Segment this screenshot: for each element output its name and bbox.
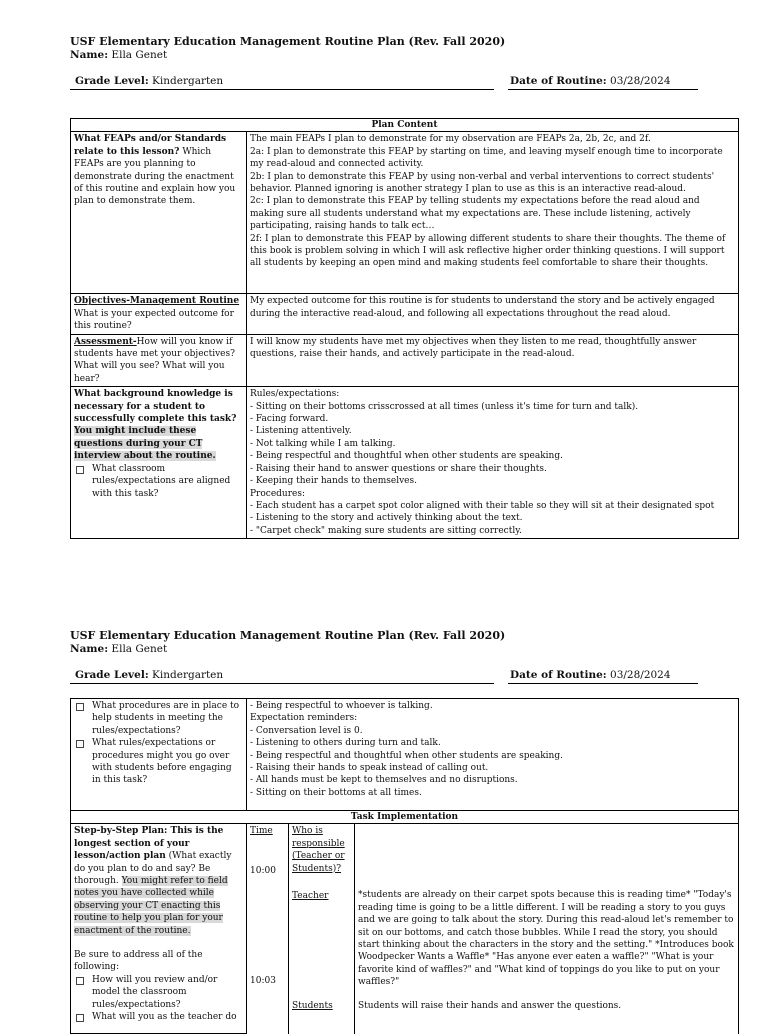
procedures-check-item bbox=[74, 737, 243, 787]
student-name bbox=[70, 643, 167, 655]
background-question-highlight: You might include these questions during your CT interview about the routine. bbox=[74, 426, 216, 462]
rules-line: - Facing forward. bbox=[250, 414, 329, 425]
feaps-answer bbox=[247, 132, 739, 294]
who-column-header: Who is responsible (Teacher or Students)? bbox=[292, 826, 345, 874]
step-plan-text2: Be sure to address all of the following: bbox=[74, 950, 203, 973]
grade-level bbox=[75, 75, 223, 87]
header-rule-left bbox=[70, 89, 494, 90]
rules-line: Rules/expectations: bbox=[250, 389, 340, 400]
date-label: Date of Routine: bbox=[510, 75, 607, 87]
assessment-row bbox=[71, 334, 739, 387]
assessment-heading: Assessment- bbox=[74, 336, 137, 347]
entry-who-text: Students bbox=[292, 1001, 333, 1012]
student-name bbox=[70, 49, 167, 61]
assessment-answer-text: I will know my students have met my objectives when they listen to me read, thoughtfully answer questions, raise their hands, and actively participate in the read-aloud. bbox=[250, 336, 697, 360]
checkbox-icon bbox=[76, 977, 84, 985]
routine-date bbox=[510, 669, 671, 681]
date-label: Date of Routine: bbox=[510, 669, 607, 681]
procedures-line: - Listening to others during turn and talk. bbox=[250, 738, 441, 749]
name-label: Name: bbox=[70, 49, 109, 61]
assessment-question-text: How will you know if students have met your objectives? What will you see? What will you hear? bbox=[74, 336, 235, 384]
who-column bbox=[289, 824, 355, 1034]
plan-content-table bbox=[70, 118, 739, 539]
assessment-question bbox=[71, 334, 247, 387]
rules-line: - Raising their hand to answer questions or share their thoughts. bbox=[250, 463, 547, 474]
header-rule-right bbox=[508, 89, 698, 90]
procedures-row bbox=[71, 699, 739, 811]
entry-who bbox=[292, 1000, 351, 1012]
feaps-answer-line: 2f: I plan to demonstrate this FEAP by allowing different students to share their thoughts. The theme of this book is problem solving in which I will ask reflective higher order thinking questions. I will support all students by keeping an open mind and making students feel comfortable to share their thoughts. bbox=[250, 233, 726, 269]
document-title: USF Elementary Education Management Routine Plan (Rev. Fall 2020) bbox=[70, 629, 506, 642]
background-row bbox=[71, 387, 739, 539]
document-title: USF Elementary Education Management Routine Plan (Rev. Fall 2020) bbox=[70, 35, 506, 48]
name-value: Ella Genet bbox=[111, 643, 168, 655]
objectives-question bbox=[71, 294, 247, 334]
rules-line: Procedures: bbox=[250, 488, 305, 499]
name-value: Ella Genet bbox=[111, 49, 168, 61]
step-plan-highlight: You might refer to field notes you have collected while observing your CT enacting this routine to help you plan for your enactment of the routine. bbox=[74, 876, 228, 936]
procedures-line: Expectation reminders: bbox=[250, 713, 358, 724]
rules-line: - Each student has a carpet spot color aligned with their table so they will sit at their designated spot bbox=[250, 500, 715, 511]
task-implementation-table bbox=[70, 698, 739, 1034]
objectives-answer-text: My expected outcome for this routine is for students to understand the story and be actively engaged during the interactive read-aloud, and following all expectations throughout the read aloud. bbox=[250, 296, 715, 319]
entry-time: 10:03 bbox=[250, 976, 276, 987]
objectives-row bbox=[71, 294, 739, 334]
background-answer bbox=[247, 387, 739, 539]
procedures-check-text: What rules/expectations or procedures might you go over with students before engaging in this task? bbox=[92, 738, 232, 786]
feaps-question-text: Which FEAPs are you planning to demonstrate during the enactment of this routine and explain how you plan to demonstrate them. bbox=[74, 146, 236, 207]
procedures-question bbox=[71, 699, 247, 811]
grade-label: Grade Level: bbox=[75, 669, 149, 681]
step-plan-check-text: How will you review and/or model the classroom rules/expectations? bbox=[92, 974, 218, 1010]
checkbox-icon bbox=[76, 1014, 84, 1022]
plan-content-title: Plan Content bbox=[71, 119, 739, 132]
rules-line: - Being respectful and thoughtful when other students are speaking. bbox=[250, 451, 563, 462]
objectives-heading: Objectives-Management Routine bbox=[74, 296, 240, 307]
step-plan-check-item bbox=[74, 974, 243, 1011]
background-check-item bbox=[74, 463, 243, 500]
procedures-line: - Conversation level is 0. bbox=[250, 725, 363, 736]
feaps-answer-line: 2a: I plan to demonstrate this FEAP by starting on time, and leaving myself enough time to incorporate my read-aloud and connected activity. bbox=[250, 146, 723, 170]
step-plan-row bbox=[71, 824, 739, 1034]
description-column bbox=[355, 824, 739, 1034]
procedures-check-item bbox=[74, 700, 243, 737]
procedures-line: - Being respectful to whoever is talking. bbox=[250, 701, 433, 711]
grade-value: Kindergarten bbox=[152, 669, 224, 681]
rules-line: - Listening to the story and actively thinking about the text. bbox=[250, 513, 523, 524]
checkbox-icon bbox=[76, 740, 84, 748]
name-label: Name: bbox=[70, 643, 109, 655]
entry-who-text: Teacher bbox=[292, 891, 329, 902]
step-plan-text: (What exactly do you plan to do and say? Be thorough. bbox=[74, 851, 232, 887]
feaps-answer-line: 2c: I plan to demonstrate this FEAP by telling students my expectations before the read aloud and making sure all students understand what my expectations are. These include listening, actively participating, raising hands to talk ect… bbox=[250, 196, 700, 232]
step-plan-check-item bbox=[74, 1011, 243, 1023]
time-column bbox=[247, 824, 289, 1034]
procedures-answer bbox=[247, 699, 739, 811]
assessment-answer bbox=[247, 334, 739, 387]
rules-line: - Sitting on their bottoms crisscrossed at all times (unless it's time for turn and talk). bbox=[250, 401, 639, 412]
entry-text: *students are already on their carpet spots because this is reading time* "Today's reading time is going to be a little different. I will be reading a story to you guys and we are going to talk about the story. During this read-aloud let's remember to sit on our bottoms, and catch those bubbles. While I read the story, you should start thinking about the characters in the story and the setting." *Introduces book Woodpecker Wants a Waffle* "Has anyone ever eaten a waffle?" "What is your favorite kind of waffles?" and "What kind of toppings do you like to put on your waffles?" bbox=[358, 890, 734, 988]
feaps-answer-line: 2b: I plan to demonstrate this FEAP by using non-verbal and verbal interventions to correct students' behavior. Planned ignoring is another strategy I plan to use as this is an interactive read-aloud. bbox=[250, 171, 715, 195]
step-plan-bold: Step-by-Step Plan: This is the longest section of your lesson/action plan bbox=[74, 826, 224, 862]
procedures-line: - Raising their hands to speak instead of calling out. bbox=[250, 763, 489, 774]
date-value: 03/28/2024 bbox=[610, 75, 671, 87]
rules-line: - Not talking while I am talking. bbox=[250, 438, 396, 449]
objectives-question-text: What is your expected outcome for this routine? bbox=[74, 308, 234, 332]
routine-date bbox=[510, 75, 671, 87]
time-column-header: Time bbox=[250, 826, 273, 837]
header-rule-left bbox=[70, 683, 494, 684]
header-rule-right bbox=[508, 683, 698, 684]
procedures-line: - Sitting on their bottoms at all times. bbox=[250, 787, 422, 798]
feaps-question-bold: What FEAPs and/or Standards relate to this lesson? bbox=[74, 134, 227, 157]
checkbox-icon bbox=[76, 466, 84, 474]
rules-line: - Keeping their hands to themselves. bbox=[250, 476, 417, 487]
grade-value: Kindergarten bbox=[152, 75, 224, 87]
plan-content-header bbox=[71, 119, 739, 132]
grade-level bbox=[75, 669, 223, 681]
rules-line: - Listening attentively. bbox=[250, 426, 352, 437]
procedures-line: - Being respectful and thoughtful when other students are speaking. bbox=[250, 750, 563, 761]
entry-text: Students will raise their hands and answer the questions. bbox=[358, 1000, 622, 1011]
task-implementation-title: Task Implementation bbox=[71, 811, 739, 824]
feaps-question bbox=[71, 132, 247, 294]
entry-who bbox=[292, 890, 351, 902]
background-question-bold: What background knowledge is necessary for a student to successfully complete this task? bbox=[74, 389, 237, 425]
objectives-answer bbox=[247, 294, 739, 334]
procedures-line: - All hands must be kept to themselves and no disruptions. bbox=[250, 775, 518, 786]
procedures-check-text: What procedures are in place to help students in meeting the rules/expectations? bbox=[92, 701, 240, 736]
step-plan-check-text: What will you as the teacher do bbox=[92, 1012, 237, 1023]
feaps-row bbox=[71, 132, 739, 294]
background-check-text: What classroom rules/expectations are aligned with this task? bbox=[92, 463, 231, 499]
checkbox-icon bbox=[76, 703, 84, 711]
feaps-answer-line: The main FEAPs I plan to demonstrate for my observation are FEAPs 2a, 2b, 2c, and 2f. bbox=[250, 134, 651, 145]
date-value: 03/28/2024 bbox=[610, 669, 671, 681]
grade-label: Grade Level: bbox=[75, 75, 149, 87]
rules-line: - "Carpet check" making sure students are sitting correctly. bbox=[250, 525, 522, 536]
entry-time: 10:00 bbox=[250, 865, 276, 876]
task-implementation-header bbox=[71, 811, 739, 824]
background-question bbox=[71, 387, 247, 539]
step-plan-question bbox=[71, 824, 247, 1034]
